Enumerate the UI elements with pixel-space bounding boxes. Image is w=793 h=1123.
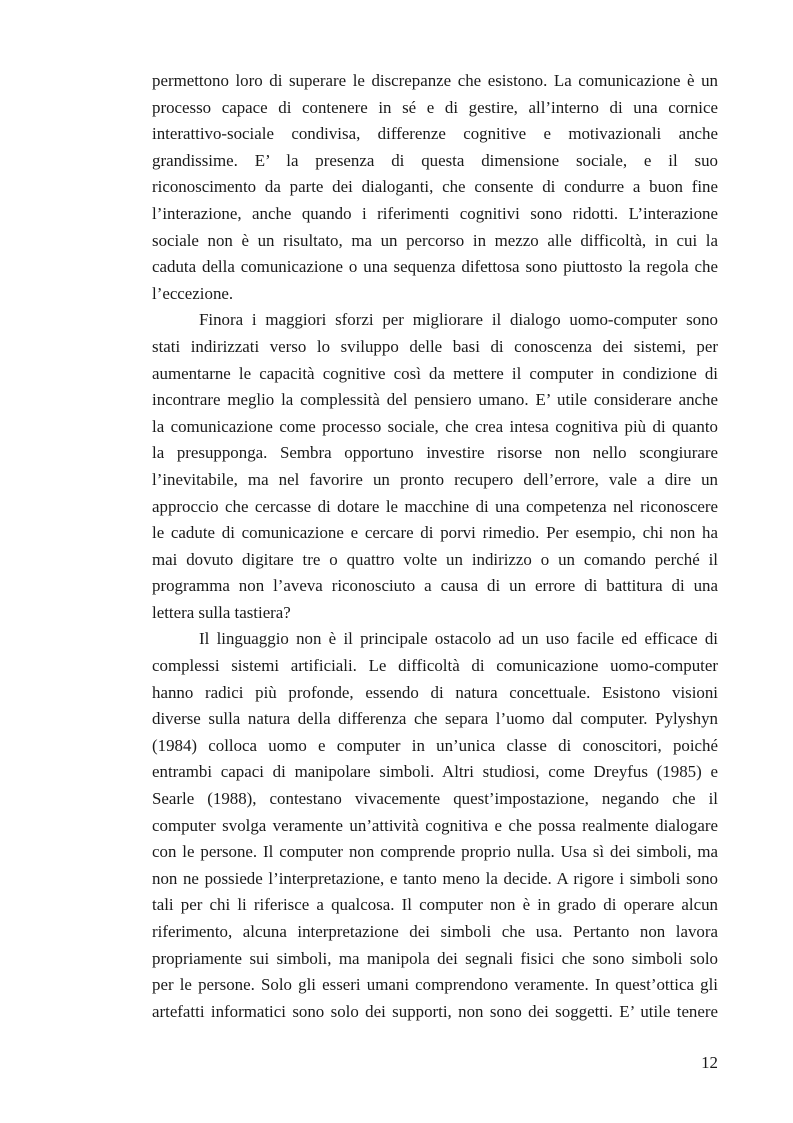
- document-body: [152, 68, 718, 1025]
- text-line: complessi sistemi artificiali. Le difficoltà di comunicazione uomo-computer: [152, 656, 718, 676]
- text-line: non ne possiede l’interpretazione, e tanto meno la decide. A rigore i simboli sono: [152, 868, 718, 888]
- paragraph: [152, 68, 718, 307]
- text-line: riconoscimento da parte dei dialoganti, che consente di condurre a buon fine: [152, 177, 718, 197]
- text-line: riferimento, alcuna interpretazione dei simboli che usa. Pertanto non lavora: [152, 922, 718, 941]
- text-line: permettono loro di superare le discrepanze che esistono. La comunicazione è un: [152, 71, 718, 90]
- text-line: programma non l’aveva riconosciuto a causa di un errore di battitura di una: [152, 576, 718, 596]
- text-line: hanno radici più profonde, essendo di natura concettuale. Esistono visioni: [152, 682, 718, 702]
- text-line: artefatti informatici sono solo dei supporti, non sono dei soggetti. E’ utile tenere: [152, 1001, 718, 1021]
- text-line: diverse sulla natura della differenza che separa l’uomo dal computer. Pylyshyn: [152, 709, 718, 729]
- text-line: approccio che cercasse di dotare le macchine di una competenza nel riconoscere: [152, 496, 718, 516]
- text-line: processo capace di contenere in sé e di gestire, all’interno di una cornice: [152, 97, 718, 117]
- text-line: computer svolga veramente un’attività cognitiva e che possa realmente dialogare: [152, 815, 718, 835]
- text-line: per le persone. Solo gli esseri umani comprendono veramente. In quest’ottica gli: [152, 975, 718, 995]
- text-line: Finora i maggiori sforzi per migliorare il dialogo uomo-computer sono: [199, 310, 718, 330]
- text-line: caduta della comunicazione o una sequenza difettosa sono piuttosto la regola che: [152, 257, 718, 277]
- text-line: incontrare meglio la complessità del pensiero umano. E’ utile considerare anche: [152, 390, 718, 410]
- text-line: lettera sulla tastiera?: [152, 602, 291, 622]
- text-line: grandissime. E’ la presenza di questa dimensione sociale, e il suo: [152, 150, 718, 170]
- text-line: sociale non è un risultato, ma un percorso in mezzo alle difficoltà, in cui la: [152, 230, 718, 250]
- text-line: la presupponga. Sembra opportuno investire risorse non nello scongiurare: [152, 443, 718, 463]
- text-line: interattivo-sociale condivisa, differenze cognitive e motivazionali anche: [152, 124, 718, 144]
- text-line: stati indirizzati verso lo sviluppo delle basi di conoscenza dei sistemi, per: [152, 336, 718, 356]
- page-number: 12: [701, 1053, 718, 1072]
- text-line: aumentarne le capacità cognitive così da mettere il computer in condizione di: [152, 363, 718, 383]
- text-line: con le persone. Il computer non comprende proprio nulla. Usa sì dei simboli, ma: [152, 842, 718, 862]
- text-line: propriamente sui simboli, ma manipola dei segnali fisici che sono simboli solo: [152, 948, 718, 968]
- text-line: l’eccezione.: [152, 283, 234, 303]
- text-line: l’interazione, anche quando i riferimenti cognitivi sono ridotti. L’interazione: [152, 203, 718, 223]
- text-line: Il linguaggio non è il principale ostacolo ad un uso facile ed efficace di: [199, 629, 718, 649]
- text-line: (1984) colloca uomo e computer in un’unica classe di conoscitori, poiché: [152, 735, 718, 755]
- text-line: la comunicazione come processo sociale, che crea intesa cognitiva più di quanto: [152, 416, 718, 436]
- text-line: l’inevitabile, ma nel favorire un pronto recupero dell’errore, vale a dire un: [152, 469, 718, 489]
- text-line: Searle (1988), contestano vivacemente quest’impostazione, negando che il: [152, 789, 718, 809]
- text-line: mai dovuto digitare tre o quattro volte un indirizzo o un comando perché il: [152, 549, 718, 569]
- text-line: entrambi capaci di manipolare simboli. Altri studiosi, come Dreyfus (1985) e: [152, 762, 718, 782]
- text-line: tali per chi li riferisce a qualcosa. Il computer non è in grado di operare alcun: [152, 895, 718, 915]
- paragraph: [152, 307, 718, 626]
- text-line: le cadute di comunicazione e cercare di porvi rimedio. Per esempio, chi non ha: [152, 523, 718, 543]
- paragraph: [152, 626, 718, 1025]
